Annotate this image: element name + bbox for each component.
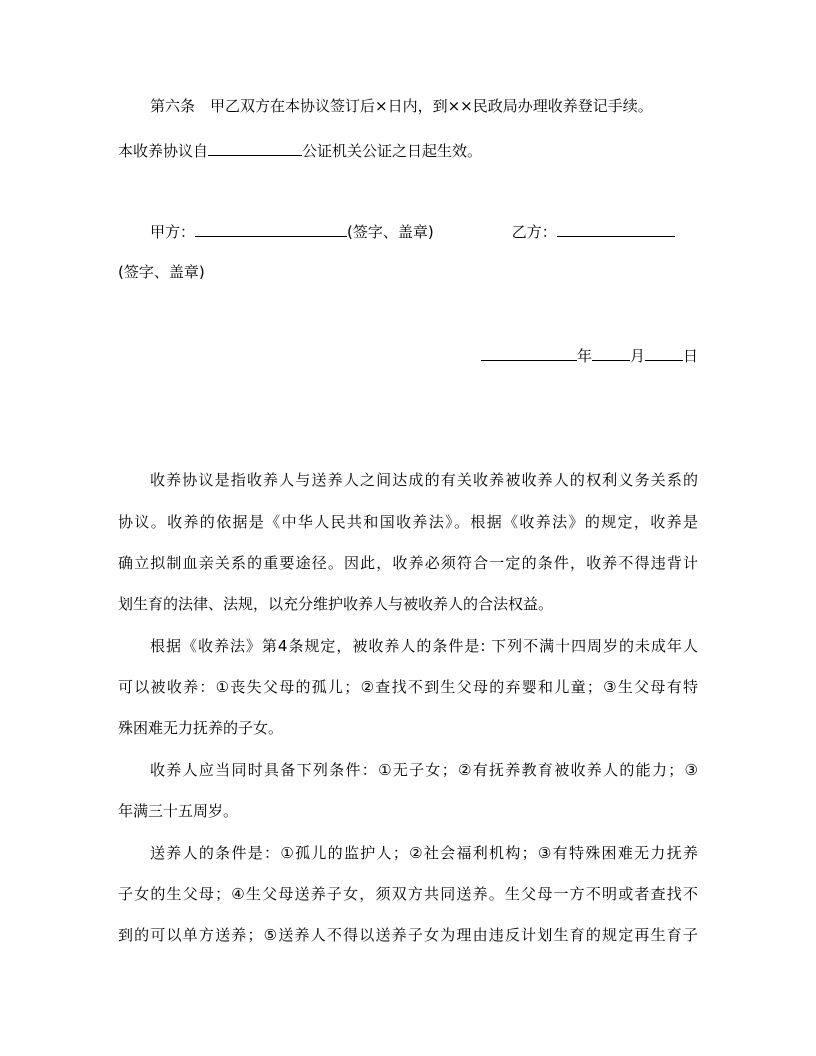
note-p1-line3: 确立拟制血亲关系的重要途径。因此，收养必须符合一定的条件，收养不得违背计 [118, 554, 698, 572]
date-line [118, 345, 698, 366]
note-p1-line1: 收养协议是指收养人与送养人之间达成的有关收养被收养人的权利义务关系的 [150, 471, 698, 489]
article6-line1: 第六条 甲乙双方在本协议签订后×日内，到××民政局办理收养登记手续。 [150, 97, 653, 115]
party-b-signature-blank [557, 221, 675, 237]
note-p2-line1: 根据《收养法》第4条规定，被收养人的条件是: 下列不满十四周岁的未成年人 [150, 637, 698, 655]
note-p3-line1: 收养人应当同时具备下列条件：①无子女；②有抚养教育被收养人的能力；③ [150, 761, 698, 779]
article6-line2 [118, 140, 698, 161]
note-p4-line1: 送养人的条件是：①孤儿的监护人；②社会福利机构；③有特殊困难无力抚养 [150, 844, 698, 862]
year-blank [481, 345, 577, 361]
note-p2-line3: 殊困难无力抚养的子女。 [118, 719, 284, 737]
party-b-label: 乙方： [511, 223, 557, 241]
signature-line [118, 221, 698, 242]
month-label: 月 [629, 347, 645, 365]
note-p4-line2: 子女的生父母；④生父母送养子女，须双方共同送养。生父母一方不明或者查找不 [118, 885, 698, 903]
party-a-signature-blank [195, 221, 347, 237]
day-blank [645, 345, 683, 361]
party-a-label: 甲方： [150, 223, 196, 241]
note-p1-line2: 协议。收养的依据是《中华人民共和国收养法》。根据《收养法》的规定，收养是 [118, 513, 698, 531]
month-blank [592, 345, 630, 361]
article6-line2-post: 公证机关公证之日起生效。 [302, 142, 483, 160]
note-p4-line3: 到的可以单方送养；⑤送养人不得以送养子女为理由违反计划生育的规定再生育子 [118, 926, 698, 944]
note-p2-line2: 可以被收养：①丧失父母的孤儿；②查找不到生父母的弃婴和儿童；③生父母有特 [118, 678, 698, 696]
effective-date-blank [208, 140, 302, 156]
party-a-note: (签字、盖章) [347, 223, 434, 241]
article6-line2-pre: 本收养协议自 [118, 142, 209, 160]
day-label: 日 [682, 347, 698, 365]
party-b-note: (签字、盖章) [118, 263, 205, 281]
note-p3-line2: 年满三十五周岁。 [118, 802, 239, 820]
note-p1-line4: 划生育的法律、法规，以充分维护收养人与被收养人的合法权益。 [118, 595, 554, 613]
year-label: 年 [576, 347, 592, 365]
